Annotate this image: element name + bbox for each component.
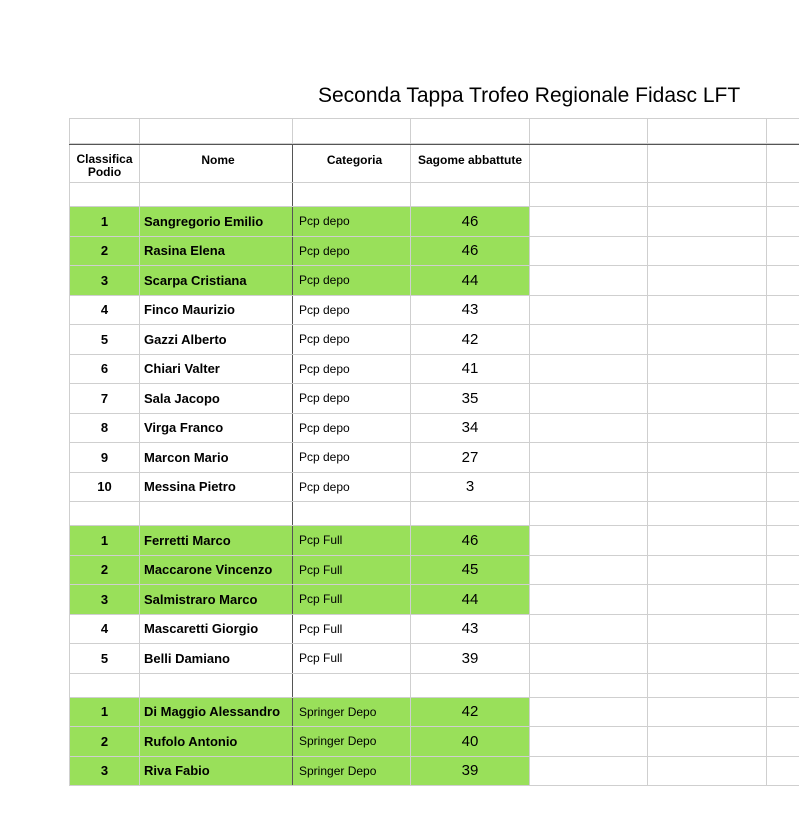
table-row (69, 644, 799, 674)
table-row (69, 473, 799, 503)
name-cell[interactable]: Mascaretti Giorgio (140, 615, 293, 644)
empty-cell[interactable] (530, 325, 648, 354)
score-cell[interactable]: 40 (411, 727, 530, 756)
table-row (69, 556, 799, 586)
empty-cell[interactable] (293, 502, 411, 525)
table-row (69, 727, 799, 757)
name-cell[interactable]: Sala Jacopo (140, 384, 293, 413)
header-rank[interactable]: Classifica Podio (69, 145, 140, 182)
empty-cell[interactable] (648, 237, 767, 266)
rank-cell[interactable]: 5 (69, 325, 140, 354)
empty-cell[interactable] (767, 556, 799, 585)
table-row (69, 296, 799, 326)
empty-cell[interactable] (530, 355, 648, 384)
empty-cell[interactable] (530, 207, 648, 236)
score-cell[interactable]: 27 (411, 443, 530, 472)
name-cell[interactable]: Marcon Mario (140, 443, 293, 472)
empty-cell[interactable] (648, 556, 767, 585)
score-cell[interactable]: 45 (411, 556, 530, 585)
name-cell[interactable]: Virga Franco (140, 414, 293, 443)
table-row (69, 266, 799, 296)
category-cell[interactable]: Pcp Full (293, 615, 411, 644)
empty-cell[interactable] (293, 183, 411, 206)
empty-cell[interactable] (648, 296, 767, 325)
empty-cell[interactable] (648, 502, 767, 525)
empty-cell[interactable] (69, 502, 140, 525)
table-row (69, 757, 799, 787)
table-row (69, 615, 799, 645)
page-title: Seconda Tappa Trofeo Regionale Fidasc LFT (318, 84, 741, 107)
empty-cell[interactable] (530, 674, 648, 697)
table-row (69, 384, 799, 414)
empty-cell[interactable] (293, 674, 411, 697)
rank-cell[interactable]: 4 (69, 615, 140, 644)
empty-cell[interactable] (767, 414, 799, 443)
category-cell[interactable]: Springer Depo (293, 698, 411, 727)
empty-cell[interactable] (530, 727, 648, 756)
name-cell[interactable]: Sangregorio Emilio (140, 207, 293, 236)
rank-cell[interactable]: 2 (69, 727, 140, 756)
empty-cell[interactable] (648, 266, 767, 295)
empty-row (69, 118, 799, 144)
name-cell[interactable]: Rufolo Antonio (140, 727, 293, 756)
name-cell[interactable]: Riva Fabio (140, 757, 293, 786)
rank-cell[interactable]: 4 (69, 296, 140, 325)
empty-cell[interactable] (767, 674, 799, 697)
category-cell[interactable]: Pcp Full (293, 644, 411, 673)
empty-cell[interactable] (648, 145, 767, 182)
empty-cell[interactable] (530, 145, 648, 182)
empty-cell[interactable] (530, 698, 648, 727)
rank-cell[interactable]: 1 (69, 698, 140, 727)
empty-cell[interactable] (767, 296, 799, 325)
score-cell[interactable]: 42 (411, 325, 530, 354)
empty-cell[interactable] (530, 183, 648, 206)
empty-cell[interactable] (767, 145, 799, 182)
empty-cell[interactable] (767, 355, 799, 384)
empty-cell[interactable] (140, 502, 293, 525)
empty-cell[interactable] (767, 183, 799, 206)
name-cell[interactable]: Maccarone Vincenzo (140, 556, 293, 585)
name-cell[interactable]: Messina Pietro (140, 473, 293, 502)
empty-cell[interactable] (767, 325, 799, 354)
rank-cell[interactable]: 3 (69, 585, 140, 614)
empty-cell[interactable] (140, 183, 293, 206)
empty-cell[interactable] (648, 473, 767, 502)
name-cell[interactable]: Di Maggio Alessandro (140, 698, 293, 727)
empty-cell[interactable] (293, 119, 411, 143)
rank-cell[interactable]: 1 (69, 207, 140, 236)
empty-cell[interactable] (648, 443, 767, 472)
rank-cell[interactable]: 6 (69, 355, 140, 384)
empty-cell[interactable] (648, 414, 767, 443)
rank-cell[interactable]: 10 (69, 473, 140, 502)
rank-cell[interactable]: 8 (69, 414, 140, 443)
empty-cell[interactable] (411, 183, 530, 206)
rank-cell[interactable]: 2 (69, 556, 140, 585)
empty-cell[interactable] (530, 473, 648, 502)
empty-cell[interactable] (767, 615, 799, 644)
empty-cell[interactable] (411, 674, 530, 697)
separator-row (69, 674, 799, 698)
rank-cell[interactable]: 2 (69, 237, 140, 266)
separator-row (69, 183, 799, 207)
empty-cell[interactable] (411, 119, 530, 143)
score-cell[interactable]: 46 (411, 237, 530, 266)
empty-cell[interactable] (69, 119, 140, 143)
empty-cell[interactable] (767, 727, 799, 756)
name-cell[interactable]: Salmistraro Marco (140, 585, 293, 614)
empty-cell[interactable] (530, 585, 648, 614)
empty-cell[interactable] (530, 644, 648, 673)
name-cell[interactable]: Ferretti Marco (140, 526, 293, 555)
empty-cell[interactable] (530, 384, 648, 413)
category-cell[interactable]: Pcp depo (293, 384, 411, 413)
empty-cell[interactable] (530, 119, 648, 143)
empty-cell[interactable] (648, 674, 767, 697)
rank-cell[interactable]: 1 (69, 526, 140, 555)
empty-cell[interactable] (767, 119, 799, 143)
empty-cell[interactable] (767, 207, 799, 236)
name-cell[interactable]: Rasina Elena (140, 237, 293, 266)
header-row (69, 144, 799, 183)
empty-cell[interactable] (411, 502, 530, 525)
category-cell[interactable]: Pcp depo (293, 473, 411, 502)
category-cell[interactable]: Pcp depo (293, 207, 411, 236)
empty-cell[interactable] (767, 698, 799, 727)
score-cell[interactable]: 46 (411, 207, 530, 236)
name-cell[interactable]: Chiari Valter (140, 355, 293, 384)
score-cell[interactable]: 44 (411, 266, 530, 295)
category-cell[interactable]: Pcp depo (293, 266, 411, 295)
category-cell[interactable]: Pcp Full (293, 585, 411, 614)
table-row (69, 207, 799, 237)
results-table (69, 118, 799, 786)
empty-cell[interactable] (648, 727, 767, 756)
score-cell[interactable]: 34 (411, 414, 530, 443)
empty-cell[interactable] (530, 556, 648, 585)
score-cell[interactable]: 44 (411, 585, 530, 614)
empty-cell[interactable] (140, 119, 293, 143)
empty-cell[interactable] (767, 443, 799, 472)
rank-cell[interactable]: 3 (69, 757, 140, 786)
score-cell[interactable]: 39 (411, 644, 530, 673)
category-cell[interactable]: Pcp Full (293, 556, 411, 585)
empty-cell[interactable] (648, 355, 767, 384)
category-cell[interactable]: Pcp depo (293, 325, 411, 354)
name-cell[interactable]: Gazzi Alberto (140, 325, 293, 354)
empty-cell[interactable] (648, 183, 767, 206)
score-cell[interactable]: 43 (411, 615, 530, 644)
empty-cell[interactable] (530, 757, 648, 786)
empty-cell[interactable] (648, 207, 767, 236)
score-cell[interactable]: 42 (411, 698, 530, 727)
empty-cell[interactable] (767, 473, 799, 502)
empty-cell[interactable] (767, 384, 799, 413)
separator-row (69, 502, 799, 526)
empty-cell[interactable] (530, 414, 648, 443)
empty-cell[interactable] (648, 384, 767, 413)
category-cell[interactable]: Springer Depo (293, 757, 411, 786)
category-cell[interactable]: Pcp depo (293, 355, 411, 384)
empty-cell[interactable] (767, 757, 799, 786)
empty-cell[interactable] (530, 296, 648, 325)
score-cell[interactable]: 43 (411, 296, 530, 325)
category-cell[interactable]: Pcp depo (293, 443, 411, 472)
category-cell[interactable]: Pcp Full (293, 526, 411, 555)
category-cell[interactable]: Pcp depo (293, 414, 411, 443)
rank-cell[interactable]: 7 (69, 384, 140, 413)
empty-cell[interactable] (648, 526, 767, 555)
empty-cell[interactable] (140, 674, 293, 697)
name-cell[interactable]: Finco Maurizio (140, 296, 293, 325)
score-cell[interactable]: 35 (411, 384, 530, 413)
empty-cell[interactable] (530, 526, 648, 555)
rank-cell[interactable]: 3 (69, 266, 140, 295)
empty-cell[interactable] (767, 266, 799, 295)
empty-cell[interactable] (767, 526, 799, 555)
name-cell[interactable]: Belli Damiano (140, 644, 293, 673)
table-row (69, 443, 799, 473)
header-category[interactable]: Categoria (293, 145, 411, 182)
table-row (69, 414, 799, 444)
empty-cell[interactable] (767, 502, 799, 525)
empty-cell[interactable] (530, 502, 648, 525)
empty-cell[interactable] (648, 325, 767, 354)
table-row (69, 585, 799, 615)
empty-cell[interactable] (69, 183, 140, 206)
header-name[interactable]: Nome (140, 145, 293, 182)
empty-cell[interactable] (530, 237, 648, 266)
empty-cell[interactable] (767, 237, 799, 266)
empty-cell[interactable] (648, 757, 767, 786)
empty-cell[interactable] (767, 585, 799, 614)
name-cell[interactable]: Scarpa Cristiana (140, 266, 293, 295)
table-row (69, 237, 799, 267)
empty-cell[interactable] (69, 674, 140, 697)
empty-cell[interactable] (530, 615, 648, 644)
score-cell[interactable]: 3 (411, 473, 530, 502)
table-row (69, 325, 799, 355)
empty-cell[interactable] (648, 698, 767, 727)
empty-cell[interactable] (648, 585, 767, 614)
empty-cell[interactable] (530, 266, 648, 295)
table-row (69, 355, 799, 385)
category-cell[interactable]: Pcp depo (293, 237, 411, 266)
empty-cell[interactable] (648, 644, 767, 673)
category-cell[interactable]: Springer Depo (293, 727, 411, 756)
header-score[interactable]: Sagome abbattute (411, 145, 530, 182)
rank-cell[interactable]: 9 (69, 443, 140, 472)
category-cell[interactable]: Pcp depo (293, 296, 411, 325)
empty-cell[interactable] (530, 443, 648, 472)
empty-cell[interactable] (767, 644, 799, 673)
score-cell[interactable]: 41 (411, 355, 530, 384)
rank-cell[interactable]: 5 (69, 644, 140, 673)
score-cell[interactable]: 39 (411, 757, 530, 786)
score-cell[interactable]: 46 (411, 526, 530, 555)
empty-cell[interactable] (648, 615, 767, 644)
table-row (69, 526, 799, 556)
empty-cell[interactable] (648, 119, 767, 143)
table-row (69, 698, 799, 728)
